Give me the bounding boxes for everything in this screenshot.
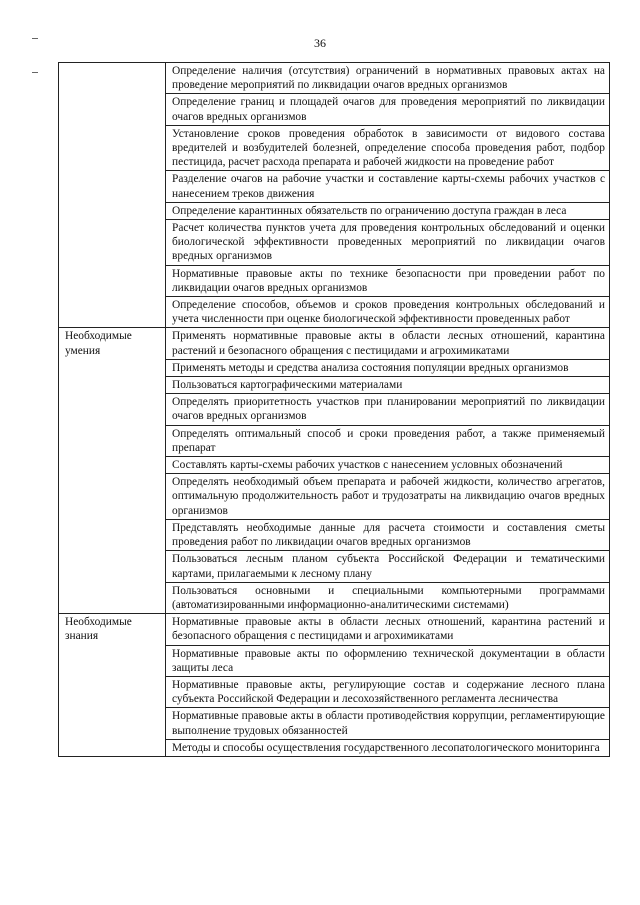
table-cell: Нормативные правовые акты в области противодействия коррупции, регламентирующие выполнение трудовых обязанностей bbox=[166, 708, 610, 739]
table-cell: Пользоваться основными и специальными компьютерными программами (автоматизированными информационно-аналитическими системами) bbox=[166, 582, 610, 613]
table-cell: Разделение очагов на рабочие участки и составление карты-схемы рабочих участков с нанесением треков движения bbox=[166, 171, 610, 202]
table-row bbox=[59, 614, 610, 645]
table-cell: Применять методы и средства анализа состояния популяции вредных организмов bbox=[166, 359, 610, 376]
table-cell: Пользоваться лесным планом субъекта Российской Федерации и тематическими картами, прилагаемыми к лесному плану bbox=[166, 551, 610, 582]
table-cell: Определение наличия (отсутствия) ограничений в нормативных правовых актах на проведение мероприятий по ликвидации очагов вредных организмов bbox=[166, 63, 610, 94]
table-cell: Применять нормативные правовые акты в области лесных отношений, карантина растений и безопасного обращения с пестицидами и агрохимикатами bbox=[166, 328, 610, 359]
table-row bbox=[59, 63, 610, 94]
section-label: Необходимые знания bbox=[59, 614, 166, 757]
table-cell: Определять оптимальный способ и сроки проведения работ, а также применяемый препарат bbox=[166, 425, 610, 456]
table-cell: Определять приоритетность участков при планировании мероприятий по ликвидации очагов вредных организмов bbox=[166, 394, 610, 425]
table-cell: Определение границ и площадей очагов для проведения мероприятий по ликвидации очагов вредных организмов bbox=[166, 94, 610, 125]
table-cell: Пользоваться картографическими материалами bbox=[166, 377, 610, 394]
table-cell: Нормативные правовые акты по оформлению технической документации в области защиты леса bbox=[166, 645, 610, 676]
table-cell: Установление сроков проведения обработок в зависимости от видового состава вредителей и возбудителей болезней, определение способа проведения работ, подбор пестицида, расчет расхода препарата и рабочей жидкости на проведение работ bbox=[166, 125, 610, 171]
section-label: Необходимые умения bbox=[59, 328, 166, 614]
section-label bbox=[59, 63, 166, 328]
table-cell: Определять необходимый объем препарата и рабочей жидкости, количество агрегатов, оптимальную продолжительность работ и трудозатраты на ликвидацию очагов вредных организмов bbox=[166, 474, 610, 520]
table-cell: Нормативные правовые акты по технике безопасности при проведении работ по ликвидации очагов вредных организмов bbox=[166, 265, 610, 296]
table-cell: Методы и способы осуществления государственного лесопатологического мониторинга bbox=[166, 739, 610, 756]
table-cell: Составлять карты-схемы рабочих участков с нанесением условных обозначений bbox=[166, 457, 610, 474]
table-cell: Нормативные правовые акты в области лесных отношений, карантина растений и безопасного обращения с пестицидами и агрохимикатами bbox=[166, 614, 610, 645]
table-row bbox=[59, 328, 610, 359]
competency-table bbox=[58, 62, 610, 757]
margin-mark bbox=[32, 38, 38, 39]
page-number: 36 bbox=[314, 36, 326, 50]
table-cell: Определение карантинных обязательств по ограничению доступа граждан в леса bbox=[166, 202, 610, 219]
table-cell: Представлять необходимые данные для расчета стоимости и составления сметы проведения работ по ликвидации очагов вредных организмов bbox=[166, 519, 610, 550]
table-cell: Нормативные правовые акты, регулирующие состав и содержание лесного плана субъекта Российской Федерации и лесохозяйственного регламента лесничества bbox=[166, 676, 610, 707]
margin-mark bbox=[32, 72, 38, 73]
table-cell: Расчет количества пунктов учета для проведения контрольных обследований и оценки биологической эффективности проведенных мероприятий по ликвидации очагов вредных организмов bbox=[166, 220, 610, 266]
table-cell: Определение способов, объемов и сроков проведения контрольных обследований и учета численности при оценке биологической эффективности проведенных работ bbox=[166, 297, 610, 328]
